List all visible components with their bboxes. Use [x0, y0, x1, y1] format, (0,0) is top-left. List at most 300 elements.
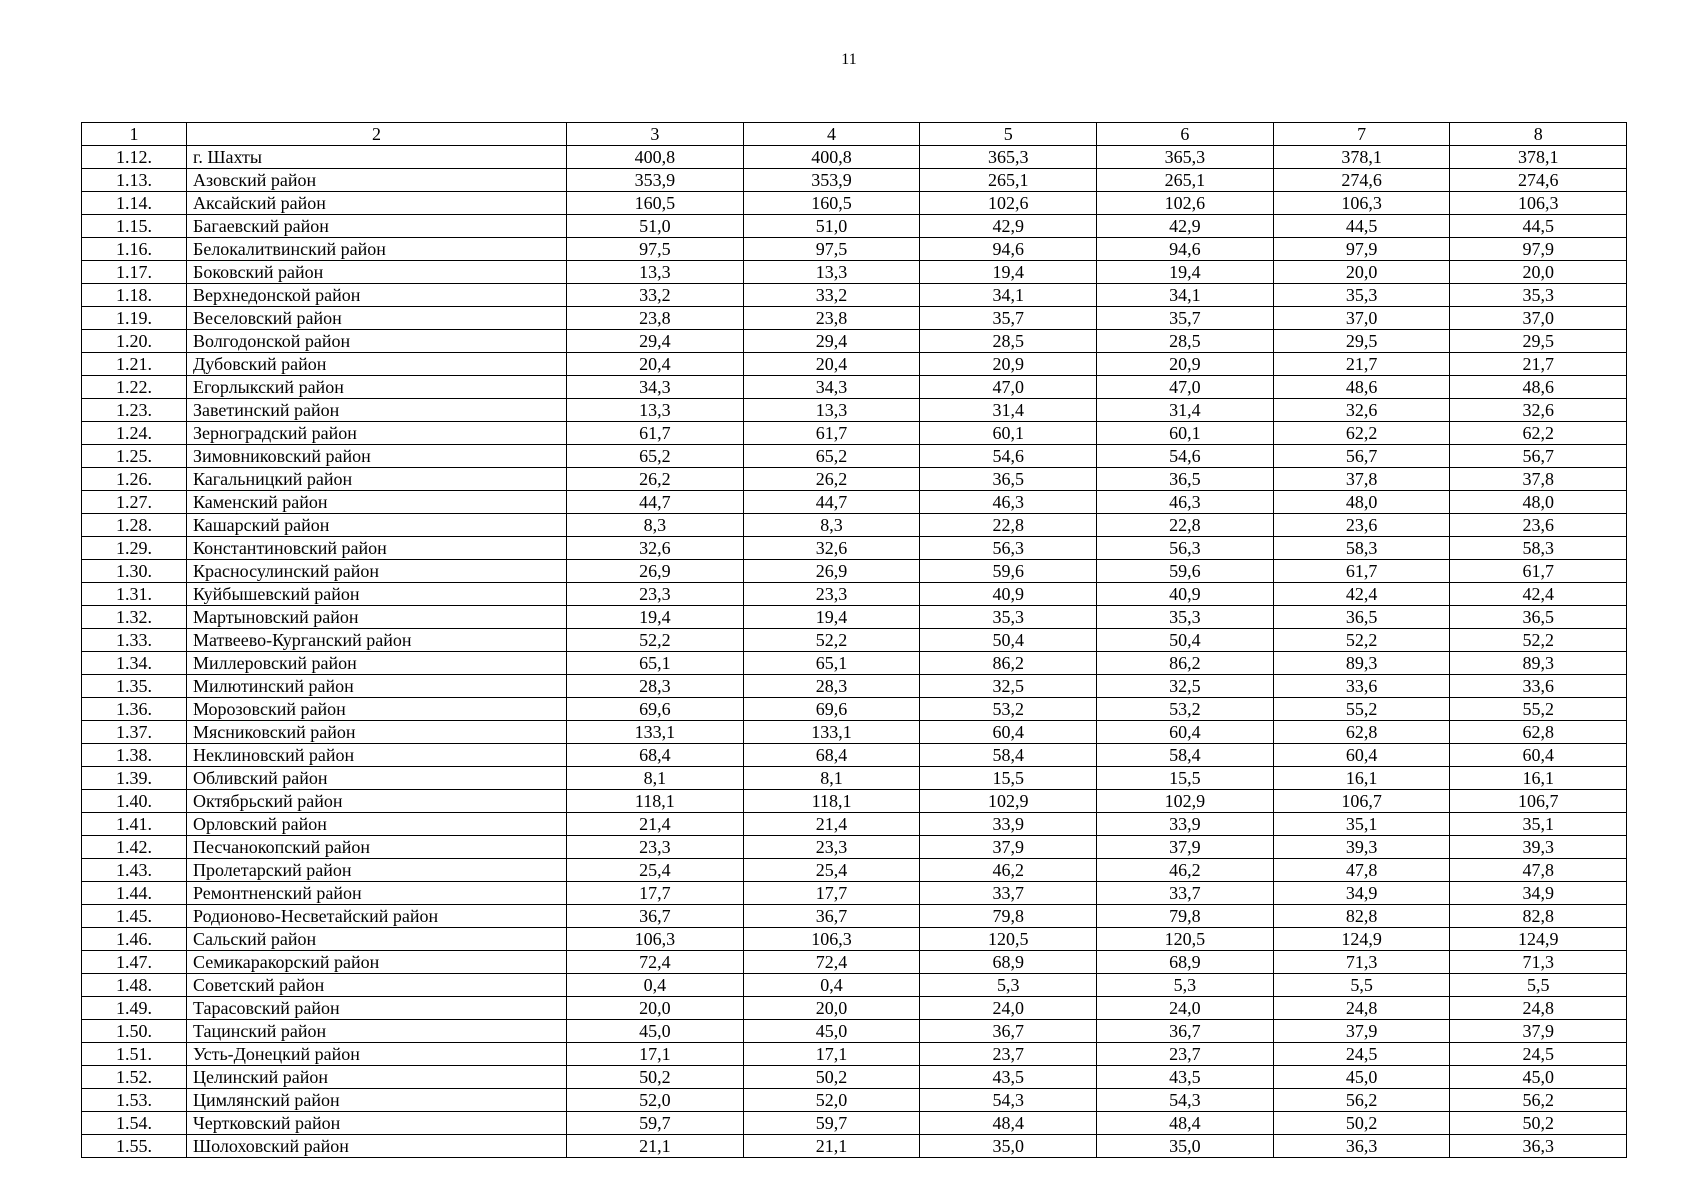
- table-row: [82, 836, 1627, 859]
- value-cell: 52,2: [567, 629, 744, 652]
- value-cell: 0,4: [743, 974, 920, 997]
- value-cell: 69,6: [567, 698, 744, 721]
- value-cell: 23,3: [567, 836, 744, 859]
- value-cell: 46,2: [920, 859, 1097, 882]
- value-cell: 55,2: [1450, 698, 1627, 721]
- value-cell: 29,4: [743, 330, 920, 353]
- value-cell: 68,4: [743, 744, 920, 767]
- district-name-cell: Егорлыкский район: [187, 376, 567, 399]
- value-cell: 35,3: [1450, 284, 1627, 307]
- value-cell: 20,9: [1097, 353, 1274, 376]
- value-cell: 37,8: [1450, 468, 1627, 491]
- value-cell: 97,5: [567, 238, 744, 261]
- value-cell: 35,7: [1097, 307, 1274, 330]
- value-cell: 23,3: [743, 836, 920, 859]
- value-cell: 56,3: [1097, 537, 1274, 560]
- value-cell: 22,8: [1097, 514, 1274, 537]
- district-name-cell: Семикаракорский район: [187, 951, 567, 974]
- table-row: [82, 422, 1627, 445]
- value-cell: 52,2: [1450, 629, 1627, 652]
- district-name-cell: Усть-Донецкий район: [187, 1043, 567, 1066]
- column-number-cell: 2: [187, 123, 567, 146]
- district-name-cell: Миллеровский район: [187, 652, 567, 675]
- value-cell: 20,0: [743, 997, 920, 1020]
- value-cell: 65,1: [743, 652, 920, 675]
- value-cell: 60,1: [920, 422, 1097, 445]
- value-cell: 42,9: [1097, 215, 1274, 238]
- column-number-row: [82, 123, 1627, 146]
- value-cell: 34,3: [743, 376, 920, 399]
- value-cell: 52,0: [567, 1089, 744, 1112]
- district-name-cell: Боковский район: [187, 261, 567, 284]
- district-name-cell: Шолоховский район: [187, 1135, 567, 1158]
- row-number-cell: 1.28.: [82, 514, 187, 537]
- value-cell: 25,4: [567, 859, 744, 882]
- value-cell: 68,9: [920, 951, 1097, 974]
- value-cell: 22,8: [920, 514, 1097, 537]
- row-number-cell: 1.29.: [82, 537, 187, 560]
- row-number-cell: 1.15.: [82, 215, 187, 238]
- value-cell: 50,2: [567, 1066, 744, 1089]
- row-number-cell: 1.27.: [82, 491, 187, 514]
- table-row: [82, 192, 1627, 215]
- value-cell: 13,3: [567, 261, 744, 284]
- value-cell: 35,7: [920, 307, 1097, 330]
- value-cell: 23,3: [567, 583, 744, 606]
- value-cell: 35,3: [1273, 284, 1450, 307]
- value-cell: 378,1: [1273, 146, 1450, 169]
- value-cell: 24,8: [1273, 997, 1450, 1020]
- district-name-cell: Пролетарский район: [187, 859, 567, 882]
- value-cell: 102,6: [1097, 192, 1274, 215]
- value-cell: 106,3: [1273, 192, 1450, 215]
- value-cell: 21,1: [567, 1135, 744, 1158]
- value-cell: 8,1: [743, 767, 920, 790]
- value-cell: 54,6: [920, 445, 1097, 468]
- value-cell: 21,7: [1273, 353, 1450, 376]
- district-name-cell: Каменский район: [187, 491, 567, 514]
- district-name-cell: Милютинский район: [187, 675, 567, 698]
- value-cell: 79,8: [920, 905, 1097, 928]
- table-row: [82, 721, 1627, 744]
- row-number-cell: 1.16.: [82, 238, 187, 261]
- value-cell: 5,3: [920, 974, 1097, 997]
- value-cell: 32,6: [743, 537, 920, 560]
- row-number-cell: 1.49.: [82, 997, 187, 1020]
- table-row: [82, 307, 1627, 330]
- value-cell: 46,3: [1097, 491, 1274, 514]
- district-name-cell: Веселовский район: [187, 307, 567, 330]
- value-cell: 59,6: [920, 560, 1097, 583]
- value-cell: 68,9: [1097, 951, 1274, 974]
- value-cell: 37,0: [1450, 307, 1627, 330]
- value-cell: 20,9: [920, 353, 1097, 376]
- column-number-cell: 4: [743, 123, 920, 146]
- value-cell: 43,5: [1097, 1066, 1274, 1089]
- row-number-cell: 1.48.: [82, 974, 187, 997]
- table-row: [82, 767, 1627, 790]
- value-cell: 46,2: [1097, 859, 1274, 882]
- row-number-cell: 1.22.: [82, 376, 187, 399]
- value-cell: 43,5: [920, 1066, 1097, 1089]
- value-cell: 89,3: [1450, 652, 1627, 675]
- value-cell: 400,8: [567, 146, 744, 169]
- district-name-cell: Советский район: [187, 974, 567, 997]
- value-cell: 82,8: [1450, 905, 1627, 928]
- row-number-cell: 1.44.: [82, 882, 187, 905]
- district-name-cell: Цимлянский район: [187, 1089, 567, 1112]
- row-number-cell: 1.14.: [82, 192, 187, 215]
- table-row: [82, 146, 1627, 169]
- table-row: [82, 629, 1627, 652]
- value-cell: 34,9: [1450, 882, 1627, 905]
- table-row: [82, 330, 1627, 353]
- table-row: [82, 1066, 1627, 1089]
- table-row: [82, 238, 1627, 261]
- row-number-cell: 1.40.: [82, 790, 187, 813]
- value-cell: 24,8: [1450, 997, 1627, 1020]
- row-number-cell: 1.55.: [82, 1135, 187, 1158]
- value-cell: 86,2: [920, 652, 1097, 675]
- value-cell: 106,7: [1450, 790, 1627, 813]
- row-number-cell: 1.37.: [82, 721, 187, 744]
- value-cell: 378,1: [1450, 146, 1627, 169]
- table-row: [82, 376, 1627, 399]
- row-number-cell: 1.46.: [82, 928, 187, 951]
- value-cell: 24,5: [1273, 1043, 1450, 1066]
- value-cell: 47,0: [920, 376, 1097, 399]
- value-cell: 265,1: [920, 169, 1097, 192]
- value-cell: 36,7: [1097, 1020, 1274, 1043]
- value-cell: 8,3: [567, 514, 744, 537]
- district-name-cell: Тацинский район: [187, 1020, 567, 1043]
- value-cell: 124,9: [1450, 928, 1627, 951]
- value-cell: 42,9: [920, 215, 1097, 238]
- table-row: [82, 215, 1627, 238]
- value-cell: 65,2: [567, 445, 744, 468]
- row-number-cell: 1.13.: [82, 169, 187, 192]
- district-name-cell: Зерноградский район: [187, 422, 567, 445]
- value-cell: 34,9: [1273, 882, 1450, 905]
- value-cell: 69,6: [743, 698, 920, 721]
- value-cell: 36,5: [1097, 468, 1274, 491]
- table-row: [82, 468, 1627, 491]
- district-name-cell: Кагальницкий район: [187, 468, 567, 491]
- value-cell: 16,1: [1273, 767, 1450, 790]
- row-number-cell: 1.47.: [82, 951, 187, 974]
- table-row: [82, 491, 1627, 514]
- table-row: [82, 905, 1627, 928]
- value-cell: 71,3: [1450, 951, 1627, 974]
- row-number-cell: 1.54.: [82, 1112, 187, 1135]
- value-cell: 102,9: [920, 790, 1097, 813]
- value-cell: 47,8: [1450, 859, 1627, 882]
- value-cell: 50,2: [1273, 1112, 1450, 1135]
- value-cell: 56,2: [1450, 1089, 1627, 1112]
- value-cell: 15,5: [920, 767, 1097, 790]
- value-cell: 353,9: [567, 169, 744, 192]
- district-name-cell: Орловский район: [187, 813, 567, 836]
- column-number-cell: 3: [567, 123, 744, 146]
- value-cell: 37,9: [1273, 1020, 1450, 1043]
- value-cell: 29,4: [567, 330, 744, 353]
- value-cell: 65,2: [743, 445, 920, 468]
- value-cell: 16,1: [1450, 767, 1627, 790]
- value-cell: 44,7: [743, 491, 920, 514]
- value-cell: 45,0: [1450, 1066, 1627, 1089]
- value-cell: 47,0: [1097, 376, 1274, 399]
- value-cell: 23,6: [1273, 514, 1450, 537]
- row-number-cell: 1.19.: [82, 307, 187, 330]
- table-row: [82, 813, 1627, 836]
- value-cell: 32,6: [567, 537, 744, 560]
- district-name-cell: Ремонтненский район: [187, 882, 567, 905]
- page-number: 11: [841, 51, 857, 68]
- value-cell: 13,3: [743, 399, 920, 422]
- value-cell: 58,4: [1097, 744, 1274, 767]
- table-row: [82, 698, 1627, 721]
- value-cell: 19,4: [567, 606, 744, 629]
- district-name-cell: г. Шахты: [187, 146, 567, 169]
- value-cell: 58,3: [1450, 537, 1627, 560]
- value-cell: 51,0: [567, 215, 744, 238]
- value-cell: 15,5: [1097, 767, 1274, 790]
- table-row: [82, 583, 1627, 606]
- table-row: [82, 1135, 1627, 1158]
- row-number-cell: 1.45.: [82, 905, 187, 928]
- district-name-cell: Верхнедонской район: [187, 284, 567, 307]
- table-row: [82, 675, 1627, 698]
- district-name-cell: Красносулинский район: [187, 560, 567, 583]
- row-number-cell: 1.18.: [82, 284, 187, 307]
- row-number-cell: 1.34.: [82, 652, 187, 675]
- district-name-cell: Матвеево-Курганский район: [187, 629, 567, 652]
- value-cell: 106,3: [743, 928, 920, 951]
- value-cell: 400,8: [743, 146, 920, 169]
- value-cell: 32,5: [920, 675, 1097, 698]
- district-name-cell: Родионово-Несветайский район: [187, 905, 567, 928]
- district-name-cell: Мартыновский район: [187, 606, 567, 629]
- table-row: [82, 928, 1627, 951]
- value-cell: 58,4: [920, 744, 1097, 767]
- value-cell: 21,1: [743, 1135, 920, 1158]
- value-cell: 19,4: [1097, 261, 1274, 284]
- district-name-cell: Сальский район: [187, 928, 567, 951]
- value-cell: 274,6: [1450, 169, 1627, 192]
- value-cell: 44,5: [1273, 215, 1450, 238]
- value-cell: 265,1: [1097, 169, 1274, 192]
- value-cell: 59,7: [567, 1112, 744, 1135]
- value-cell: 102,6: [920, 192, 1097, 215]
- value-cell: 50,4: [1097, 629, 1274, 652]
- value-cell: 13,3: [567, 399, 744, 422]
- value-cell: 26,9: [567, 560, 744, 583]
- district-name-cell: Аксайский район: [187, 192, 567, 215]
- table-row: [82, 882, 1627, 905]
- column-number-cell: 5: [920, 123, 1097, 146]
- value-cell: 51,0: [743, 215, 920, 238]
- value-cell: 62,2: [1273, 422, 1450, 445]
- district-name-cell: Неклиновский район: [187, 744, 567, 767]
- value-cell: 53,2: [1097, 698, 1274, 721]
- table-row: [82, 169, 1627, 192]
- value-cell: 19,4: [920, 261, 1097, 284]
- row-number-cell: 1.51.: [82, 1043, 187, 1066]
- table-row: [82, 606, 1627, 629]
- value-cell: 35,0: [1097, 1135, 1274, 1158]
- value-cell: 71,3: [1273, 951, 1450, 974]
- value-cell: 31,4: [1097, 399, 1274, 422]
- value-cell: 21,7: [1450, 353, 1627, 376]
- district-name-cell: Песчанокопский район: [187, 836, 567, 859]
- value-cell: 20,0: [567, 997, 744, 1020]
- row-number-cell: 1.24.: [82, 422, 187, 445]
- value-cell: 23,3: [743, 583, 920, 606]
- value-cell: 19,4: [743, 606, 920, 629]
- value-cell: 40,9: [920, 583, 1097, 606]
- value-cell: 24,0: [920, 997, 1097, 1020]
- value-cell: 61,7: [567, 422, 744, 445]
- value-cell: 44,7: [567, 491, 744, 514]
- value-cell: 26,2: [567, 468, 744, 491]
- value-cell: 20,4: [743, 353, 920, 376]
- value-cell: 21,4: [743, 813, 920, 836]
- value-cell: 133,1: [567, 721, 744, 744]
- value-cell: 48,4: [1097, 1112, 1274, 1135]
- value-cell: 36,3: [1273, 1135, 1450, 1158]
- value-cell: 60,4: [1097, 721, 1274, 744]
- row-number-cell: 1.42.: [82, 836, 187, 859]
- value-cell: 33,7: [920, 882, 1097, 905]
- value-cell: 60,4: [920, 721, 1097, 744]
- value-cell: 160,5: [567, 192, 744, 215]
- value-cell: 62,2: [1450, 422, 1627, 445]
- district-name-cell: Волгодонской район: [187, 330, 567, 353]
- row-number-cell: 1.52.: [82, 1066, 187, 1089]
- table-row: [82, 997, 1627, 1020]
- value-cell: 82,8: [1273, 905, 1450, 928]
- value-cell: 365,3: [1097, 146, 1274, 169]
- value-cell: 44,5: [1450, 215, 1627, 238]
- value-cell: 36,7: [567, 905, 744, 928]
- value-cell: 61,7: [1273, 560, 1450, 583]
- value-cell: 42,4: [1450, 583, 1627, 606]
- value-cell: 36,7: [920, 1020, 1097, 1043]
- row-number-cell: 1.20.: [82, 330, 187, 353]
- value-cell: 58,3: [1273, 537, 1450, 560]
- value-cell: 24,0: [1097, 997, 1274, 1020]
- column-number-cell: 1: [82, 123, 187, 146]
- value-cell: 33,6: [1273, 675, 1450, 698]
- value-cell: 94,6: [920, 238, 1097, 261]
- row-number-cell: 1.21.: [82, 353, 187, 376]
- value-cell: 23,7: [1097, 1043, 1274, 1066]
- row-number-cell: 1.33.: [82, 629, 187, 652]
- table-row: [82, 514, 1627, 537]
- row-number-cell: 1.36.: [82, 698, 187, 721]
- value-cell: 55,2: [1273, 698, 1450, 721]
- value-cell: 56,7: [1273, 445, 1450, 468]
- table-row: [82, 951, 1627, 974]
- row-number-cell: 1.30.: [82, 560, 187, 583]
- row-number-cell: 1.39.: [82, 767, 187, 790]
- value-cell: 42,4: [1273, 583, 1450, 606]
- district-name-cell: Октябрьский район: [187, 790, 567, 813]
- row-number-cell: 1.17.: [82, 261, 187, 284]
- value-cell: 39,3: [1450, 836, 1627, 859]
- value-cell: 50,2: [743, 1066, 920, 1089]
- value-cell: 47,8: [1273, 859, 1450, 882]
- value-cell: 45,0: [743, 1020, 920, 1043]
- table-row: [82, 399, 1627, 422]
- value-cell: 60,4: [1273, 744, 1450, 767]
- value-cell: 52,2: [1273, 629, 1450, 652]
- value-cell: 17,7: [743, 882, 920, 905]
- value-cell: 59,7: [743, 1112, 920, 1135]
- district-name-cell: Заветинский район: [187, 399, 567, 422]
- value-cell: 5,3: [1097, 974, 1274, 997]
- value-cell: 160,5: [743, 192, 920, 215]
- value-cell: 45,0: [1273, 1066, 1450, 1089]
- table-row: [82, 974, 1627, 997]
- table-row: [82, 652, 1627, 675]
- value-cell: 39,3: [1273, 836, 1450, 859]
- value-cell: 102,9: [1097, 790, 1274, 813]
- district-name-cell: Багаевский район: [187, 215, 567, 238]
- value-cell: 120,5: [920, 928, 1097, 951]
- value-cell: 61,7: [1450, 560, 1627, 583]
- row-number-cell: 1.23.: [82, 399, 187, 422]
- value-cell: 37,8: [1273, 468, 1450, 491]
- value-cell: 97,9: [1273, 238, 1450, 261]
- table-row: [82, 1020, 1627, 1043]
- value-cell: 48,0: [1450, 491, 1627, 514]
- value-cell: 37,0: [1273, 307, 1450, 330]
- value-cell: 35,1: [1450, 813, 1627, 836]
- value-cell: 23,6: [1450, 514, 1627, 537]
- value-cell: 28,3: [743, 675, 920, 698]
- value-cell: 5,5: [1273, 974, 1450, 997]
- district-name-cell: Обливский район: [187, 767, 567, 790]
- value-cell: 106,3: [1450, 192, 1627, 215]
- row-number-cell: 1.41.: [82, 813, 187, 836]
- value-cell: 53,2: [920, 698, 1097, 721]
- value-cell: 21,4: [567, 813, 744, 836]
- value-cell: 365,3: [920, 146, 1097, 169]
- value-cell: 20,4: [567, 353, 744, 376]
- value-cell: 52,0: [743, 1089, 920, 1112]
- value-cell: 33,6: [1450, 675, 1627, 698]
- value-cell: 33,9: [1097, 813, 1274, 836]
- district-name-cell: Морозовский район: [187, 698, 567, 721]
- value-cell: 274,6: [1273, 169, 1450, 192]
- value-cell: 54,3: [920, 1089, 1097, 1112]
- value-cell: 48,6: [1273, 376, 1450, 399]
- value-cell: 48,4: [920, 1112, 1097, 1135]
- value-cell: 54,6: [1097, 445, 1274, 468]
- data-table: [81, 122, 1627, 1158]
- value-cell: 33,9: [920, 813, 1097, 836]
- value-cell: 35,3: [1097, 606, 1274, 629]
- value-cell: 40,9: [1097, 583, 1274, 606]
- column-number-cell: 7: [1273, 123, 1450, 146]
- row-number-cell: 1.35.: [82, 675, 187, 698]
- district-name-cell: Белокалитвинский район: [187, 238, 567, 261]
- district-name-cell: Азовский район: [187, 169, 567, 192]
- district-name-cell: Чертковский район: [187, 1112, 567, 1135]
- district-name-cell: Дубовский район: [187, 353, 567, 376]
- value-cell: 17,7: [567, 882, 744, 905]
